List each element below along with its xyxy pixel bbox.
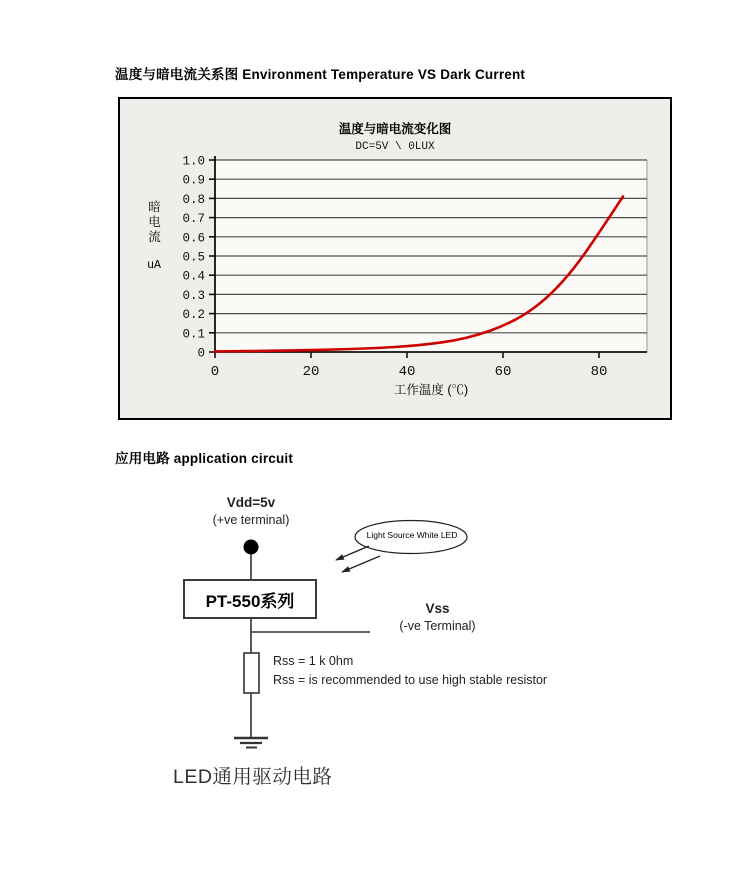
- svg-text:60: 60: [494, 364, 512, 380]
- svg-text:80: 80: [590, 364, 608, 380]
- svg-text:0.8: 0.8: [182, 192, 205, 207]
- svg-text:0: 0: [197, 346, 205, 361]
- light-arrow-icon: [336, 546, 369, 560]
- vss-sublabel: (-ve Terminal): [399, 619, 476, 633]
- sensor-box-label: PT-550系列: [205, 591, 295, 611]
- svg-text:0.4: 0.4: [182, 269, 205, 284]
- supply-node-dot: [244, 540, 259, 555]
- circuit-caption: LED通用驱动电路: [173, 766, 333, 788]
- svg-text:1.0: 1.0: [182, 154, 205, 169]
- chart-section-title: 温度与暗电流关系图 Environment Temperature VS Dark Current: [115, 67, 526, 82]
- svg-text:0: 0: [210, 364, 220, 380]
- resistor-symbol: [244, 653, 259, 693]
- chart-plot: [120, 99, 670, 418]
- vdd-label: Vdd=5v: [226, 495, 276, 510]
- svg-text:20: 20: [302, 364, 320, 380]
- svg-text:0.5: 0.5: [182, 250, 205, 265]
- y-axis-unit: uA: [147, 259, 161, 272]
- svg-text:0.6: 0.6: [182, 231, 205, 246]
- svg-text:0.9: 0.9: [182, 173, 205, 188]
- svg-text:0.7: 0.7: [182, 212, 205, 227]
- y-axis-title: 暗电流: [148, 200, 161, 244]
- circuit-section-title: 应用电路 application circuit: [115, 451, 294, 466]
- svg-text:0.2: 0.2: [182, 308, 205, 323]
- chart-title: 温度与暗电流变化图: [338, 122, 452, 136]
- svg-text:0.1: 0.1: [182, 327, 205, 342]
- rss-value-note: Rss = 1 k 0hm: [273, 654, 354, 668]
- chart-frame: [118, 97, 672, 420]
- svg-text:40: 40: [398, 364, 416, 380]
- sensor-box: [183, 579, 317, 619]
- vss-label: Vss: [425, 601, 450, 616]
- svg-text:0.3: 0.3: [182, 288, 205, 303]
- light-arrow-icon: [342, 556, 380, 572]
- x-axis-title: 工作温度 (℃): [393, 383, 469, 397]
- ground-icon: [234, 738, 268, 748]
- rss-recommend-note: Rss = is recommended to use high stable resistor: [273, 673, 548, 687]
- light-source-label: Light Source White LED: [366, 530, 458, 540]
- chart-subtitle: DC=5V \ 0LUX: [355, 141, 435, 153]
- vdd-sublabel: (+ve terminal): [212, 513, 290, 527]
